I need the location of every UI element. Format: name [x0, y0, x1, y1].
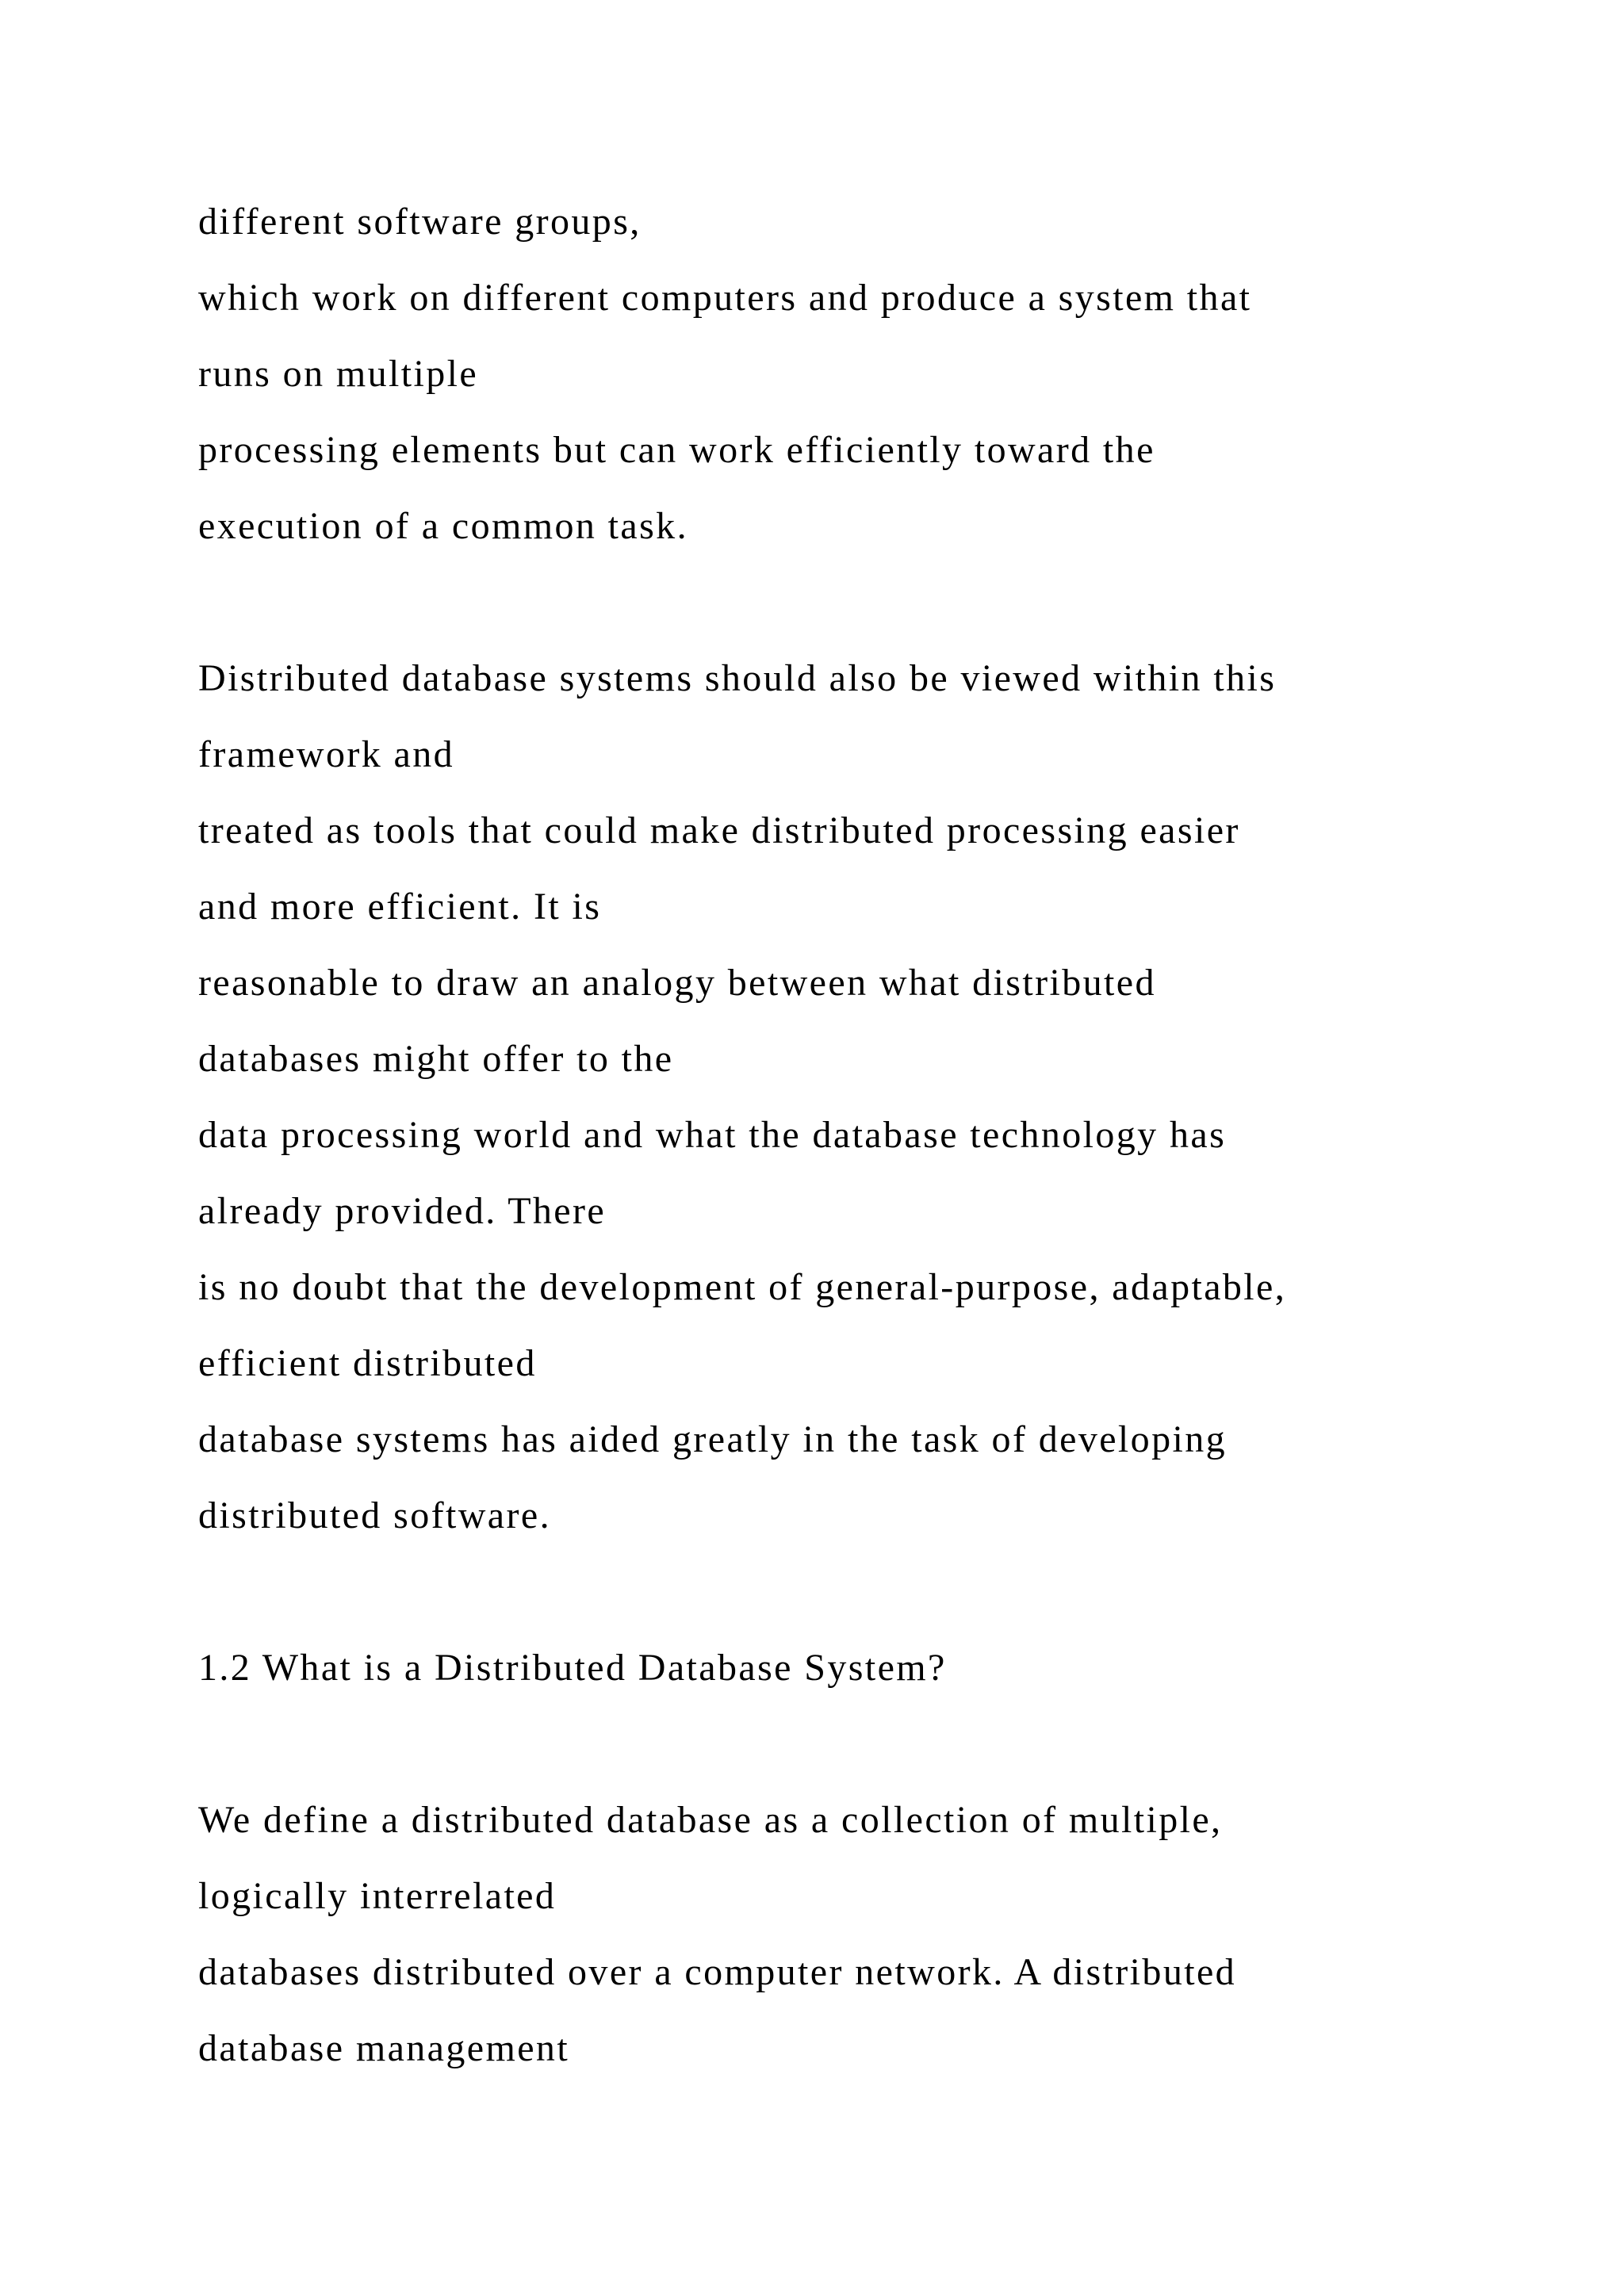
text-line: which work on different computers and produce a system that	[198, 277, 1252, 319]
text-line: runs on multiple	[198, 353, 479, 395]
text-line: efficient distributed	[198, 1342, 537, 1384]
paragraph-gap	[198, 564, 1530, 641]
text-line: and more efficient. It is	[198, 886, 602, 928]
text-line: database management	[198, 2027, 570, 2069]
document-body	[198, 184, 1530, 2087]
text-line: We define a distributed database as a collection of multiple,	[198, 1799, 1223, 1841]
text-line: databases might offer to the	[198, 1038, 674, 1080]
section-heading: 1.2 What is a Distributed Database System?	[198, 1647, 947, 1689]
text-line: database systems has aided greatly in the task of developing	[198, 1418, 1228, 1460]
text-line: distributed software.	[198, 1494, 551, 1536]
text-line: already provided. There	[198, 1190, 607, 1232]
text-line: processing elements but can work efficiently toward the	[198, 429, 1155, 471]
text-line: data processing world and what the database technology has	[198, 1114, 1227, 1156]
paragraph-gap	[198, 1554, 1530, 1630]
paragraph-gap	[198, 1706, 1530, 1782]
text-line: different software groups,	[198, 201, 642, 243]
text-line: treated as tools that could make distributed processing easier	[198, 809, 1240, 851]
text-line: reasonable to draw an analogy between what distributed	[198, 962, 1156, 1004]
text-line: Distributed database systems should also be viewed within this	[198, 657, 1277, 699]
text-line: is no doubt that the development of general-purpose, adaptable,	[198, 1266, 1287, 1308]
text-line: execution of a common task.	[198, 505, 688, 547]
text-line: databases distributed over a computer network. A distributed	[198, 1951, 1237, 1993]
text-line: framework and	[198, 733, 455, 775]
text-line: logically interrelated	[198, 1875, 557, 1917]
